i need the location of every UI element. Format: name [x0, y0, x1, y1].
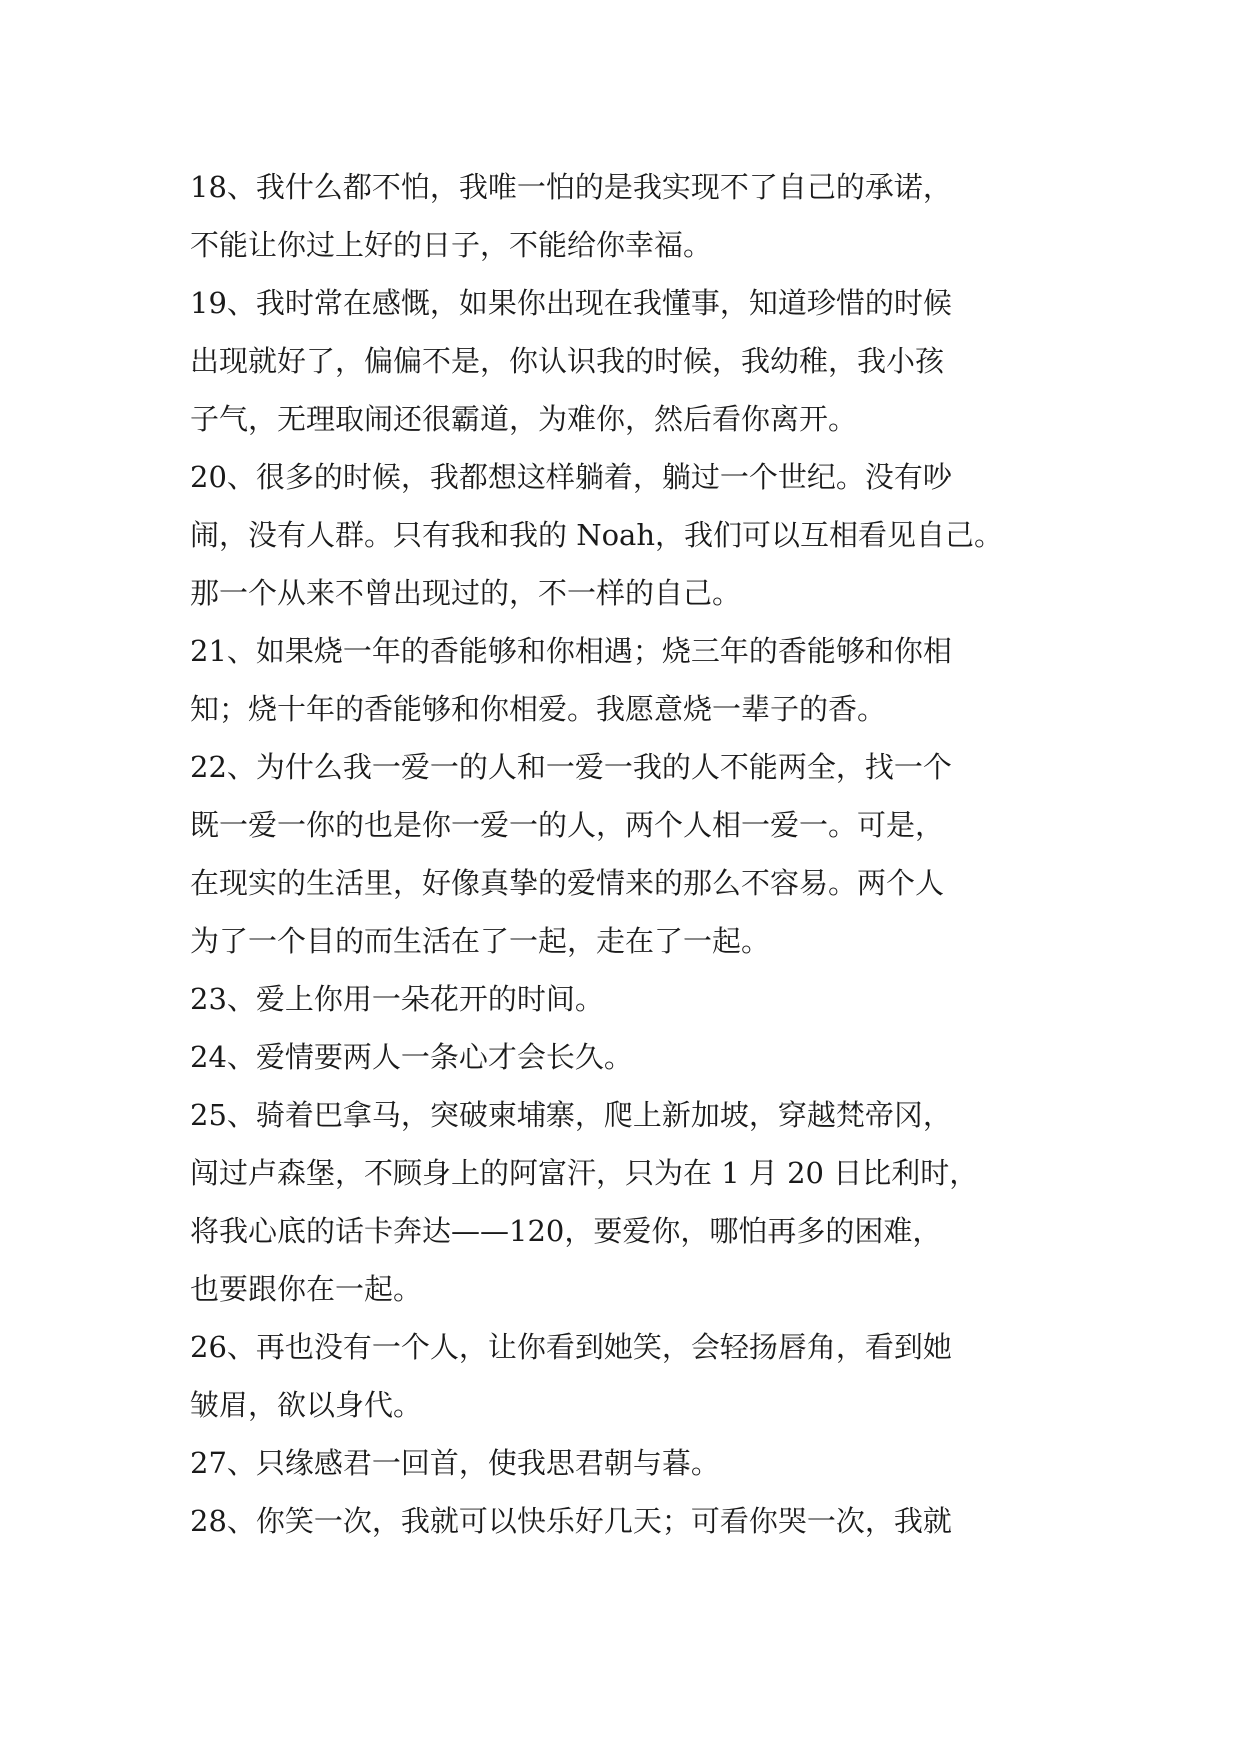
text-line: 为了一个目的而生活在了一起，走在了一起。	[190, 924, 771, 958]
text-line: 26、再也没有一个人，让你看到她笑，会轻扬唇角，看到她	[190, 1330, 952, 1364]
text-line: 20、很多的时候，我都想这样躺着，躺过一个世纪。没有吵	[190, 460, 952, 494]
text-line: 在现实的生活里，好像真挚的爱情来的那么不容易。两个人	[190, 866, 945, 900]
text-line: 28、你笑一次，我就可以快乐好几天；可看你哭一次，我就	[190, 1504, 952, 1538]
text-line: 18、我什么都不怕，我唯一怕的是我实现不了自己的承诺，	[190, 170, 952, 204]
text-line: 也要跟你在一起。	[190, 1272, 423, 1306]
text-line: 闯过卢森堡，不顾身上的阿富汗，只为在 1 月 20 日比利时，	[190, 1156, 979, 1190]
text-line: 那一个从来不曾出现过的，不一样的自己。	[190, 576, 742, 610]
text-line: 19、我时常在感慨，如果你出现在我懂事，知道珍惜的时候	[190, 286, 952, 320]
text-line: 出现就好了，偏偏不是，你认识我的时候，我幼稚，我小孩	[190, 344, 945, 378]
text-line: 27、只缘感君一回首，使我思君朝与暮。	[190, 1446, 720, 1480]
text-line: 知；烧十年的香能够和你相爱。我愿意烧一辈子的香。	[190, 692, 887, 726]
text-line: 23、爱上你用一朵花开的时间。	[190, 982, 604, 1016]
text-line: 24、爱情要两人一条心才会长久。	[190, 1040, 633, 1074]
text-line: 22、为什么我一爱一的人和一爱一我的人不能两全，找一个	[190, 750, 952, 784]
text-line: 既一爱一你的也是你一爱一的人，两个人相一爱一。可是，	[190, 808, 945, 842]
text-line: 将我心底的话卡奔达——120，要爱你，哪怕再多的困难，	[190, 1214, 942, 1248]
text-line: 闹，没有人群。只有我和我的 Noah，我们可以互相看见自己。	[190, 518, 1004, 552]
body-text	[190, 158, 1070, 1550]
text-line: 25、骑着巴拿马，突破柬埔寨，爬上新加坡，穿越梵帝冈，	[190, 1098, 952, 1132]
text-line: 21、如果烧一年的香能够和你相遇；烧三年的香能够和你相	[190, 634, 952, 668]
text-line: 子气，无理取闹还很霸道，为难你，然后看你离开。	[190, 402, 858, 436]
text-line: 皱眉，欲以身代。	[190, 1388, 423, 1422]
text-line: 不能让你过上好的日子，不能给你幸福。	[190, 228, 713, 262]
